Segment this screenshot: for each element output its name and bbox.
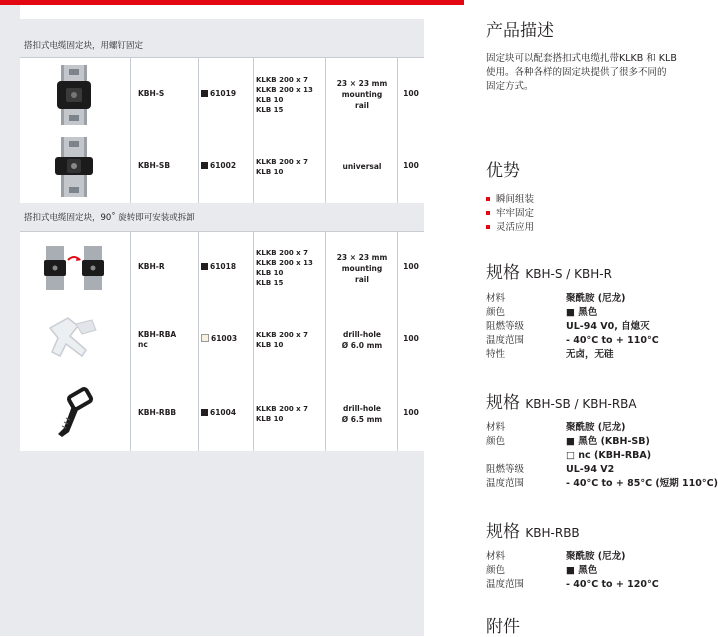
pack-quantity: 100 (403, 160, 419, 170)
column-divider (130, 58, 131, 131)
mounting-type (326, 252, 398, 285)
accessories-title: 附件 (486, 617, 520, 637)
spec-key: 温度范围 (486, 478, 525, 489)
column-divider (198, 377, 199, 451)
mount-line: Ø 6.5 mm (341, 415, 383, 424)
spec3-title: 规格 KBH-RBB (486, 522, 580, 542)
mount-line: mounting (341, 263, 383, 273)
strap-item: KLB 10 (256, 341, 284, 349)
spec-value: - 40°C to + 85°C (短期 110°C) (566, 478, 718, 489)
product-name: KBH-S (138, 88, 165, 98)
product-name: KBH-R (138, 262, 165, 271)
product-name: KBH-SB (138, 160, 171, 170)
section-header-screw (20, 19, 424, 58)
column-divider (253, 232, 254, 304)
spec-value: ■ 黑色 (KBH-SB) (566, 436, 650, 447)
spec-row (486, 334, 684, 348)
spec-row (486, 449, 684, 463)
spec-key: 材料 (486, 551, 506, 562)
column-divider (253, 303, 254, 377)
strap-item: KLKB 200 x 7 (256, 405, 308, 413)
spec-key: 材料 (486, 422, 506, 433)
spec-row (486, 550, 684, 564)
column-divider (198, 130, 199, 203)
strap-item: KLB 15 (256, 279, 284, 287)
spec-key: 颜色 (486, 436, 506, 447)
mount-line: drill-hole (342, 404, 382, 413)
spec-key: 材料 (486, 293, 506, 304)
spec-value: □ nc (KBH-RBA) (566, 450, 652, 461)
desc-title: 产品描述 (486, 21, 554, 41)
list-item: 灵活应用 (496, 221, 534, 235)
spec-key: 颜色 (486, 307, 506, 318)
kbh-r-rotate-mount-icon (42, 238, 106, 298)
compatible-straps (256, 75, 313, 115)
product-variant: nc (138, 340, 148, 349)
mount-line: 23 × 23 mm (336, 252, 388, 262)
pack-quantity: 100 (403, 334, 419, 343)
spec-row (486, 435, 684, 449)
column-divider (130, 232, 131, 304)
product-row (20, 57, 424, 131)
spec-row (486, 564, 684, 578)
product-row (20, 130, 424, 203)
spec-value: UL-94 V2 (566, 464, 615, 475)
kbh-sb-clamp-on-rail-icon (42, 137, 106, 197)
strap-item: KLB 10 (256, 415, 284, 423)
strap-item: KLKB 200 x 7 (256, 157, 308, 166)
bullet-icon (486, 197, 490, 201)
spec-value: UL-94 V0, 自熄灭 (566, 321, 650, 332)
mount-line: mounting (341, 90, 383, 99)
mount-line: rail (355, 274, 369, 284)
strap-item: KLKB 200 x 7 (256, 249, 308, 257)
compatible-straps (256, 330, 308, 350)
list-item: 瞬间组装 (496, 193, 534, 207)
spec-key: 颜色 (486, 565, 506, 576)
mounting-type (326, 161, 398, 172)
strap-item: KLKB 200 x 13 (256, 259, 313, 267)
spec-row (486, 477, 718, 491)
spec1-title: 规格 KBH-S / KBH-R (486, 263, 612, 283)
column-divider (253, 377, 254, 451)
strap-item: KLKB 200 x 7 (256, 331, 308, 339)
column-divider (130, 130, 131, 203)
color-swatch (201, 90, 208, 97)
spec-value: - 40°C to + 110°C (566, 335, 659, 346)
article-code: 61003 (201, 334, 237, 344)
spec-key: 阻燃等级 (486, 321, 525, 332)
spec-value: ■ 黑色 (566, 565, 598, 576)
color-swatch (201, 409, 208, 416)
pack-quantity: 100 (403, 88, 419, 98)
column-divider (130, 303, 131, 377)
list-item: 牢牢固定 (496, 207, 534, 221)
product-name: KBH-RBB (138, 408, 177, 417)
advantages-list (496, 193, 534, 235)
spec-value: 聚酰胺 (尼龙) (566, 422, 626, 433)
desc-line: 固定块可以配套搭扣式电缆扎带KLKB 和 KLB (486, 53, 677, 64)
spec-row (486, 578, 684, 592)
compatible-straps (256, 248, 313, 288)
column-divider (198, 232, 199, 304)
spec-row (486, 320, 684, 334)
column-divider (253, 58, 254, 131)
compatible-straps (256, 404, 308, 424)
bullet-icon (486, 211, 490, 215)
desc-text (486, 52, 684, 94)
table-top-row (20, 5, 424, 19)
strap-item: KLB 15 (256, 105, 284, 114)
kbh-rbb-black-clip-icon (42, 384, 106, 444)
mounting-type (326, 78, 398, 111)
spec-key: 温度范围 (486, 579, 525, 590)
section-title: 搭扣式电缆固定块，90˚ 旋转即可安装或拆卸 (24, 213, 195, 223)
mount-line: universal (342, 162, 382, 171)
column-divider (198, 303, 199, 377)
mount-line: rail (355, 101, 369, 110)
section-header-rotate (20, 203, 424, 232)
strap-item: KLB 10 (256, 95, 284, 104)
article-code: 61019 (201, 89, 236, 99)
kbh-rba-natural-clip-icon (42, 310, 106, 370)
pack-quantity: 100 (403, 262, 419, 271)
spec-value: 无卤，无硅 (566, 349, 614, 360)
product-row (20, 231, 424, 304)
color-swatch (201, 263, 208, 270)
spec-row (486, 348, 684, 362)
bullet-icon (486, 225, 490, 229)
spec-row (486, 306, 684, 320)
article-code: 61004 (201, 408, 236, 418)
desc-line: 使用。各种各样的固定块提供了很多不同的 (486, 67, 667, 78)
spec-key: 阻燃等级 (486, 464, 525, 475)
color-swatch (201, 334, 209, 342)
pack-quantity: 100 (403, 408, 419, 417)
spec-row (486, 292, 684, 306)
mounting-type (326, 403, 398, 425)
compatible-straps (256, 157, 308, 177)
strap-item: KLB 10 (256, 167, 284, 176)
column-divider (130, 377, 131, 451)
advantages-title: 优势 (486, 161, 520, 181)
column-divider (253, 130, 254, 203)
spec-value: - 40°C to + 120°C (566, 579, 659, 590)
spec-row (486, 463, 684, 477)
section-title: 搭扣式电缆固定块，用螺钉固定 (24, 41, 144, 51)
spec-value: 聚酰胺 (尼龙) (566, 551, 626, 562)
spec2-title: 规格 KBH-SB / KBH-RBA (486, 393, 637, 413)
article-code: 61018 (201, 262, 236, 272)
strap-item: KLB 10 (256, 269, 284, 277)
kbh-s-clamp-on-rail-icon (42, 65, 106, 125)
spec-key: 特性 (486, 349, 506, 360)
strap-item: KLKB 200 x 13 (256, 85, 313, 94)
spec-value: ■ 黑色 (566, 307, 598, 318)
strap-item: KLKB 200 x 7 (256, 75, 308, 84)
description-column (486, 0, 718, 637)
color-swatch (201, 162, 208, 169)
column-divider (198, 58, 199, 131)
spec-row (486, 421, 684, 435)
article-code: 61002 (201, 161, 236, 171)
product-row (20, 303, 424, 377)
mount-line: drill-hole (342, 330, 382, 339)
mount-line: 23 × 23 mm (336, 79, 388, 88)
product-name: KBH-RBA (138, 330, 177, 339)
spec-value: 聚酰胺 (尼龙) (566, 293, 626, 304)
spec-key: 温度范围 (486, 335, 525, 346)
desc-line: 固定方式。 (486, 81, 534, 92)
product-row (20, 377, 424, 451)
mount-line: Ø 6.0 mm (341, 341, 383, 350)
mounting-type (326, 329, 398, 351)
